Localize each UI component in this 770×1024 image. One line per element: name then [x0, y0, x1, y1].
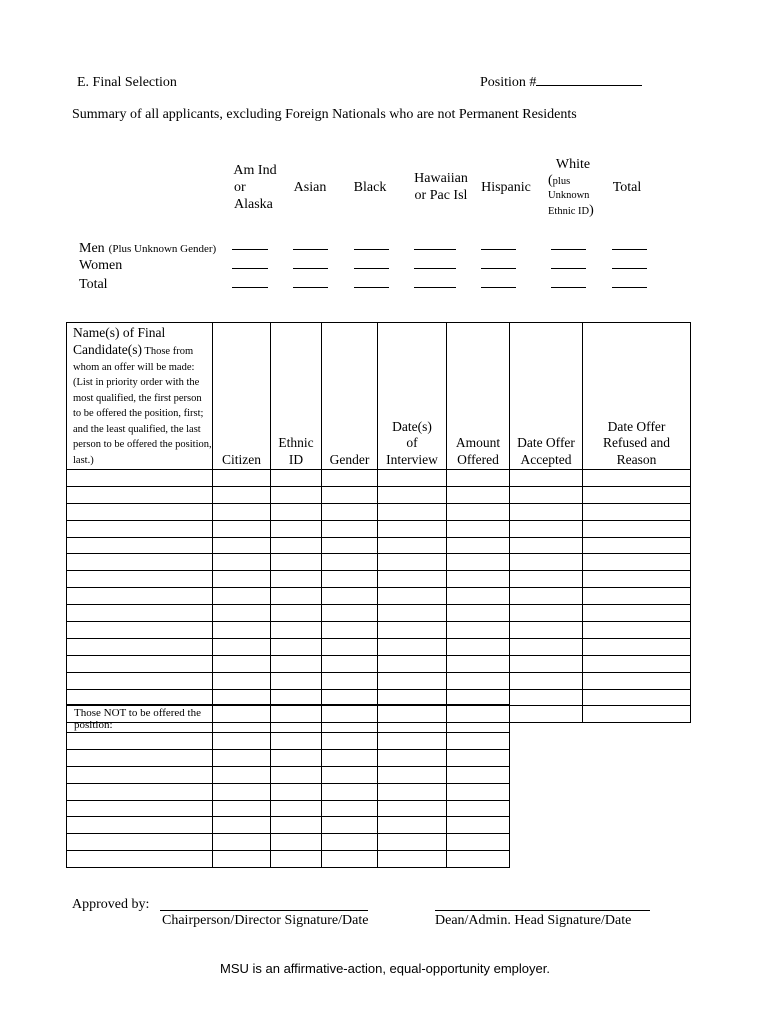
table-cell[interactable]	[583, 689, 691, 706]
table-cell[interactable]	[271, 783, 322, 800]
table-cell[interactable]	[271, 622, 322, 639]
table-row	[67, 655, 691, 672]
table-cell[interactable]	[583, 520, 691, 537]
table-cell[interactable]	[378, 605, 447, 622]
table-row	[67, 733, 510, 750]
table-cell[interactable]	[510, 605, 583, 622]
col-refused-l2: Refused and	[602, 435, 671, 450]
candidates-header-row	[67, 323, 691, 470]
table-cell[interactable]	[510, 503, 583, 520]
table-cell[interactable]	[213, 520, 271, 537]
table-cell[interactable]	[378, 834, 447, 851]
table-cell[interactable]	[213, 605, 271, 622]
dean-signature-caption: Dean/Admin. Head Signature/Date	[435, 913, 632, 928]
table-cell[interactable]	[378, 486, 447, 503]
table-cell[interactable]	[213, 834, 271, 851]
table-cell[interactable]	[322, 486, 378, 503]
table-cell[interactable]	[583, 537, 691, 554]
table-cell[interactable]	[447, 554, 510, 571]
count-blank[interactable]	[612, 268, 647, 269]
col-citizen-label: Citizen	[222, 451, 261, 467]
table-cell[interactable]	[510, 706, 583, 723]
col-hawaiian-line2: or Pac Isl	[414, 188, 468, 203]
table-cell[interactable]	[67, 733, 213, 750]
table-cell[interactable]	[271, 588, 322, 605]
table-cell[interactable]	[378, 520, 447, 537]
col-white-ethnic-id: Ethnic ID	[548, 206, 590, 217]
table-cell[interactable]	[378, 554, 447, 571]
count-blank[interactable]	[551, 249, 586, 250]
count-blank[interactable]	[293, 287, 328, 288]
table-cell[interactable]	[271, 486, 322, 503]
col-date-accepted	[510, 323, 583, 470]
table-cell[interactable]	[67, 817, 213, 834]
table-row	[67, 605, 691, 622]
table-cell[interactable]	[322, 705, 378, 733]
table-cell[interactable]	[378, 655, 447, 672]
table-cell[interactable]	[447, 705, 510, 733]
table-cell[interactable]	[447, 470, 510, 487]
table-row	[67, 672, 691, 689]
table-cell[interactable]	[583, 554, 691, 571]
table-cell[interactable]	[322, 800, 378, 817]
table-cell[interactable]	[213, 800, 271, 817]
col-dates-l1: Date(s)	[392, 418, 432, 434]
table-cell[interactable]	[67, 851, 213, 868]
table-cell[interactable]	[213, 783, 271, 800]
col-refused-l3: Reason	[616, 451, 657, 467]
table-cell[interactable]	[271, 503, 322, 520]
table-row	[67, 749, 510, 766]
count-blank[interactable]	[232, 249, 268, 250]
section-title: E. Final Selection	[77, 75, 177, 90]
table-cell[interactable]	[510, 655, 583, 672]
table-cell[interactable]	[322, 655, 378, 672]
table-row	[67, 554, 691, 571]
table-cell[interactable]	[67, 749, 213, 766]
table-cell[interactable]	[271, 672, 322, 689]
table-row	[67, 766, 510, 783]
col-white-plus: plus	[552, 176, 571, 187]
position-blank[interactable]	[536, 84, 642, 86]
col-white-paren-open: (	[548, 173, 553, 188]
table-cell[interactable]	[67, 470, 213, 487]
table-cell[interactable]	[447, 749, 510, 766]
table-cell[interactable]	[583, 470, 691, 487]
table-cell[interactable]	[322, 749, 378, 766]
table-cell[interactable]	[510, 486, 583, 503]
table-row	[67, 622, 691, 639]
table-cell[interactable]	[213, 537, 271, 554]
table-cell[interactable]	[67, 766, 213, 783]
table-cell[interactable]	[447, 605, 510, 622]
count-blank[interactable]	[481, 249, 516, 250]
table-row	[67, 800, 510, 817]
col-refused-l1: Date Offer	[607, 418, 666, 434]
row-total-label: Total	[79, 277, 108, 292]
count-blank[interactable]	[293, 249, 328, 250]
table-cell[interactable]	[583, 588, 691, 605]
table-cell[interactable]	[322, 588, 378, 605]
table-cell[interactable]	[271, 834, 322, 851]
approved-by-label: Approved by:	[72, 897, 150, 912]
table-row	[67, 638, 691, 655]
count-blank[interactable]	[414, 268, 456, 269]
table-cell[interactable]	[67, 605, 213, 622]
table-cell[interactable]	[510, 588, 583, 605]
col-white-unknown: Unknown	[548, 190, 590, 201]
count-blank[interactable]	[612, 287, 647, 288]
col-gender-label: Gender	[329, 451, 370, 467]
row-men-text: Men	[79, 241, 105, 256]
count-blank[interactable]	[481, 268, 516, 269]
table-row	[67, 817, 510, 834]
table-cell[interactable]	[510, 622, 583, 639]
table-cell[interactable]	[378, 537, 447, 554]
col-ethnic-id-l2: ID	[288, 451, 304, 467]
table-cell[interactable]	[213, 817, 271, 834]
table-cell[interactable]	[583, 672, 691, 689]
table-cell[interactable]	[213, 470, 271, 487]
col-gender	[322, 323, 378, 470]
count-blank[interactable]	[612, 249, 647, 250]
table-cell[interactable]	[322, 783, 378, 800]
col-hawaiian-line1: Hawaiian	[414, 171, 468, 186]
table-cell[interactable]	[378, 766, 447, 783]
count-blank[interactable]	[354, 249, 389, 250]
table-cell[interactable]	[378, 705, 447, 733]
count-blank[interactable]	[414, 287, 456, 288]
table-row	[67, 783, 510, 800]
count-blank[interactable]	[232, 268, 268, 269]
table-cell[interactable]	[447, 851, 510, 868]
table-cell[interactable]	[378, 800, 447, 817]
name-header	[67, 323, 213, 470]
col-white-line1: White	[555, 157, 591, 172]
table-row	[67, 851, 510, 868]
table-cell[interactable]	[378, 588, 447, 605]
table-cell[interactable]	[271, 851, 322, 868]
count-blank[interactable]	[354, 287, 389, 288]
table-cell[interactable]	[583, 486, 691, 503]
col-dates-l2: of	[406, 435, 418, 450]
table-cell[interactable]	[67, 486, 213, 503]
table-cell[interactable]	[67, 638, 213, 655]
table-cell[interactable]	[583, 622, 691, 639]
table-cell[interactable]	[447, 486, 510, 503]
table-cell[interactable]	[447, 520, 510, 537]
table-row	[67, 571, 691, 588]
table-cell[interactable]	[322, 622, 378, 639]
table-cell[interactable]	[378, 503, 447, 520]
table-cell[interactable]	[213, 749, 271, 766]
table-cell[interactable]	[378, 622, 447, 639]
table-cell[interactable]	[583, 638, 691, 655]
table-cell[interactable]	[322, 817, 378, 834]
col-citizen	[213, 323, 271, 470]
table-cell[interactable]	[213, 622, 271, 639]
row-men-label	[79, 239, 216, 257]
table-row	[67, 520, 691, 537]
count-blank[interactable]	[354, 268, 389, 269]
col-total: Total	[612, 180, 642, 195]
col-amount-offered	[447, 323, 510, 470]
chair-signature-line[interactable]	[160, 910, 368, 911]
table-cell[interactable]	[322, 766, 378, 783]
table-cell[interactable]	[447, 622, 510, 639]
table-cell[interactable]	[447, 817, 510, 834]
table-cell[interactable]	[510, 571, 583, 588]
table-cell[interactable]	[447, 800, 510, 817]
col-asian: Asian	[293, 180, 327, 195]
table-row	[67, 470, 691, 487]
position-label: Position #	[480, 75, 537, 90]
table-cell[interactable]	[322, 733, 378, 750]
table-cell[interactable]	[447, 588, 510, 605]
table-cell[interactable]	[583, 655, 691, 672]
col-white-paren-close: )	[589, 203, 594, 218]
table-cell[interactable]	[67, 571, 213, 588]
table-cell[interactable]	[271, 605, 322, 622]
table-cell[interactable]	[510, 554, 583, 571]
table-cell[interactable]	[447, 638, 510, 655]
table-cell[interactable]	[322, 554, 378, 571]
table-cell[interactable]	[583, 605, 691, 622]
table-cell[interactable]	[378, 817, 447, 834]
table-cell[interactable]	[447, 571, 510, 588]
table-cell[interactable]	[213, 672, 271, 689]
candidates-table	[66, 322, 691, 723]
table-cell[interactable]	[271, 537, 322, 554]
table-cell[interactable]	[583, 571, 691, 588]
table-cell[interactable]	[271, 766, 322, 783]
table-cell[interactable]	[378, 733, 447, 750]
col-am-ind-alaska	[222, 162, 288, 213]
chair-signature-caption: Chairperson/Director Signature/Date	[162, 913, 369, 928]
table-cell[interactable]	[510, 638, 583, 655]
table-cell[interactable]	[67, 520, 213, 537]
table-cell[interactable]	[213, 851, 271, 868]
col-hispanic: Hispanic	[481, 180, 531, 195]
table-cell[interactable]	[378, 638, 447, 655]
table-cell[interactable]	[447, 537, 510, 554]
table-cell[interactable]	[67, 672, 213, 689]
table-cell[interactable]	[447, 733, 510, 750]
table-row	[67, 834, 510, 851]
not-offered-header-row	[67, 705, 510, 733]
table-cell[interactable]	[271, 571, 322, 588]
col-amount-l2: Offered	[457, 451, 499, 467]
count-blank[interactable]	[232, 287, 268, 288]
table-cell[interactable]	[271, 655, 322, 672]
table-cell[interactable]	[67, 800, 213, 817]
col-am-ind-line2: or	[234, 180, 246, 195]
table-cell[interactable]	[67, 834, 213, 851]
table-row	[67, 503, 691, 520]
table-cell[interactable]	[213, 655, 271, 672]
table-cell[interactable]	[271, 817, 322, 834]
table-cell[interactable]	[322, 834, 378, 851]
col-hawaiian-pac-isl	[405, 170, 477, 204]
table-cell[interactable]	[271, 554, 322, 571]
col-am-ind-line1: Am Ind	[233, 163, 277, 178]
table-cell[interactable]	[322, 520, 378, 537]
col-white	[548, 156, 598, 219]
table-cell[interactable]	[271, 705, 322, 733]
table-row	[67, 537, 691, 554]
row-women-label: Women	[79, 258, 123, 273]
col-black: Black	[353, 180, 387, 195]
name-header-title: Name(s) of Final Candidate(s)	[73, 325, 166, 357]
count-blank[interactable]	[293, 268, 328, 269]
table-cell[interactable]	[213, 733, 271, 750]
table-cell[interactable]	[213, 503, 271, 520]
table-cell[interactable]	[510, 537, 583, 554]
table-cell[interactable]	[271, 733, 322, 750]
table-cell[interactable]	[378, 851, 447, 868]
table-cell[interactable]	[378, 470, 447, 487]
table-cell[interactable]	[378, 672, 447, 689]
count-blank[interactable]	[414, 249, 456, 250]
count-blank[interactable]	[551, 268, 586, 269]
table-cell[interactable]	[271, 638, 322, 655]
row-men-note: (Plus Unknown Gender)	[108, 243, 217, 255]
table-cell[interactable]	[583, 706, 691, 723]
table-cell[interactable]	[271, 800, 322, 817]
position-field[interactable]	[480, 75, 642, 91]
table-cell[interactable]	[322, 672, 378, 689]
not-offered-table	[66, 704, 510, 868]
table-cell[interactable]	[447, 766, 510, 783]
table-cell[interactable]	[447, 783, 510, 800]
table-cell[interactable]	[583, 503, 691, 520]
table-cell[interactable]	[378, 571, 447, 588]
table-cell[interactable]	[67, 554, 213, 571]
table-cell[interactable]	[447, 655, 510, 672]
table-cell[interactable]	[67, 503, 213, 520]
table-cell[interactable]	[378, 749, 447, 766]
table-cell[interactable]	[213, 554, 271, 571]
table-cell[interactable]	[271, 520, 322, 537]
col-amount-l1: Amount	[455, 435, 501, 450]
col-accepted-l2: Accepted	[520, 451, 572, 467]
footer-statement: MSU is an affirmative-action, equal-opportunity employer.	[220, 961, 550, 976]
table-row	[67, 588, 691, 605]
table-cell[interactable]	[213, 705, 271, 733]
table-cell[interactable]	[67, 537, 213, 554]
table-cell[interactable]	[213, 766, 271, 783]
table-cell[interactable]	[322, 605, 378, 622]
col-ethnic-id-l1: Ethnic	[278, 435, 314, 450]
col-dates-l3: Interview	[386, 451, 438, 467]
table-row	[67, 486, 691, 503]
table-cell[interactable]	[322, 470, 378, 487]
table-cell[interactable]	[378, 783, 447, 800]
col-accepted-l1: Date Offer	[517, 435, 575, 450]
summary-note: Summary of all applicants, excluding Foreign Nationals who are not Permanent Residents	[72, 107, 577, 122]
col-dates-interview	[378, 323, 447, 470]
table-cell[interactable]	[510, 520, 583, 537]
table-cell[interactable]	[213, 571, 271, 588]
table-cell[interactable]	[510, 470, 583, 487]
count-blank[interactable]	[551, 287, 586, 288]
table-cell[interactable]	[322, 851, 378, 868]
table-cell[interactable]	[447, 503, 510, 520]
table-cell[interactable]	[67, 622, 213, 639]
table-cell[interactable]	[67, 588, 213, 605]
count-blank[interactable]	[481, 287, 516, 288]
table-cell[interactable]	[213, 588, 271, 605]
table-cell[interactable]	[271, 470, 322, 487]
table-cell[interactable]	[322, 537, 378, 554]
table-cell[interactable]	[67, 655, 213, 672]
table-cell[interactable]	[510, 672, 583, 689]
name-header-instructions: Those from whom an offer will be made: (List in priority order with the most qualified, the first person to be offered the position, first; and the least qualified, the last person to be offered the position, last.)	[73, 346, 212, 466]
table-cell[interactable]	[447, 834, 510, 851]
dean-signature-line[interactable]	[435, 910, 650, 911]
not-offered-label: Those NOT to be offered the position:	[67, 705, 213, 733]
col-date-refused	[583, 323, 691, 470]
table-cell[interactable]	[322, 503, 378, 520]
table-cell[interactable]	[322, 638, 378, 655]
col-am-ind-line3: Alaska	[234, 197, 273, 212]
table-cell[interactable]	[271, 749, 322, 766]
table-cell[interactable]	[322, 571, 378, 588]
table-cell[interactable]	[510, 689, 583, 706]
table-cell[interactable]	[213, 486, 271, 503]
table-cell[interactable]	[447, 672, 510, 689]
table-cell[interactable]	[213, 638, 271, 655]
table-cell[interactable]	[67, 783, 213, 800]
col-ethnic-id	[271, 323, 322, 470]
